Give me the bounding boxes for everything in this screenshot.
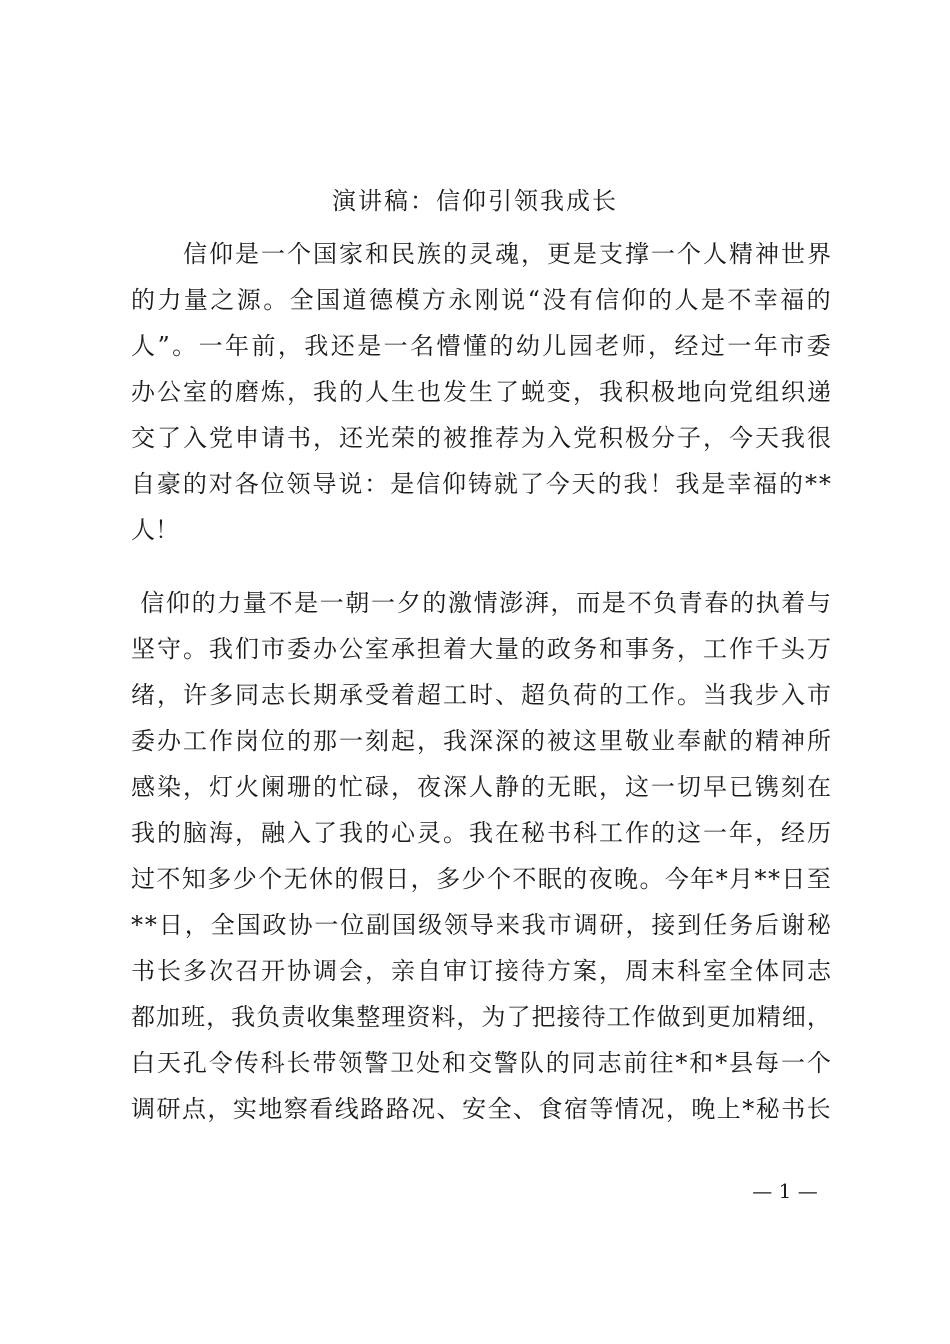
text-line: 过 不 知 多 少 个 无 休 的 假 日 ， 多 少 个 不 眠 的 夜 晚 。 今 年 * 月 * * 日 至 — [131, 865, 831, 893]
text-line: 自 豪 的 对 各 位 领 导 说 ： 是 信 仰 铸 就 了 今 天 的 我 ！ 我 是 幸 福 的 * * — [131, 470, 831, 498]
text-line: 感 染 ， 灯 火 阑 珊 的 忙 碌 ， 夜 深 人 静 的 无 眠 ， 这 一 切 早 已 镌 刻 在 — [131, 773, 831, 801]
text-line: 调 研 点 ， 实 地 察 看 线 路 路 况 、 安 全 、 食 宿 等 情 况 ， 晚 上 * 秘 书 长 — [131, 1095, 831, 1123]
document-title: 演讲稿：信仰引领我成长 — [332, 187, 618, 215]
text-line: 都 加 班 ， 我 负 责 收 集 整 理 资 料 ， 为 了 把 接 待 工 作 做 到 更 加 精 细 ， — [131, 1003, 831, 1031]
text-line: * * 日 ， 全 国 政 协 一 位 副 国 级 领 导 来 我 市 调 研 ， 接 到 任 务 后 谢 秘 — [131, 911, 831, 939]
text-line: 书 长 多 次 召 开 协 调 会 ， 亲 自 审 订 接 待 方 案 ， 周 末 科 室 全 体 同 志 — [131, 957, 831, 985]
text-line: 信 仰 的 力 量 不 是 一 朝 一 夕 的 激 情 澎 湃 ， 而 是 不 负 青 春 的 执 着 与 — [140, 589, 831, 617]
page-number: — 1 — — [752, 1179, 818, 1203]
text-line: 绪 ， 许 多 同 志 长 期 承 受 着 超 工 时 、 超 负 荷 的 工 作 。 当 我 步 入 市 — [131, 681, 831, 709]
text-line: 我 的 脑 海 ， 融 入 了 我 的 心 灵 。 我 在 秘 书 科 工 作 的 这 一 年 ， 经 历 — [131, 819, 831, 847]
text-line: 委 办 工 作 岗 位 的 那 一 刻 起 ， 我 深 深 的 被 这 里 敬 业 奉 献 的 精 神 所 — [131, 727, 831, 755]
text-line: 白 天 孔 令 传 科 长 带 领 警 卫 处 和 交 警 队 的 同 志 前 往 * 和 * 县 每 一 个 — [131, 1049, 831, 1077]
text-line: 的 力 量 之 源 。 全 国 道 德 模 方 永 刚 说 “ 没 有 信 仰 的 人 是 不 幸 福 的 — [131, 286, 831, 314]
text-line: 交 了 入 党 申 请 书 ， 还 光 荣 的 被 推 荐 为 入 党 积 极 分 子 ， 今 天 我 很 — [131, 424, 831, 452]
text-line: 人 ” 。 一 年 前 ， 我 还 是 一 名 懵 懂 的 幼 儿 园 老 师 ， 经 过 一 年 市 委 — [131, 332, 831, 360]
text-line: 坚 守 。 我 们 市 委 办 公 室 承 担 着 大 量 的 政 务 和 事 务 ， 工 作 千 头 万 — [131, 635, 831, 663]
text-line: 人！ — [131, 516, 179, 544]
text-line: 办 公 室 的 磨 炼 ， 我 的 人 生 也 发 生 了 蜕 变 ， 我 积 极 地 向 党 组 织 递 — [131, 378, 831, 406]
text-line: 信 仰 是 一 个 国 家 和 民 族 的 灵 魂 ， 更 是 支 撑 一 个 人 精 神 世 界 — [183, 240, 831, 268]
